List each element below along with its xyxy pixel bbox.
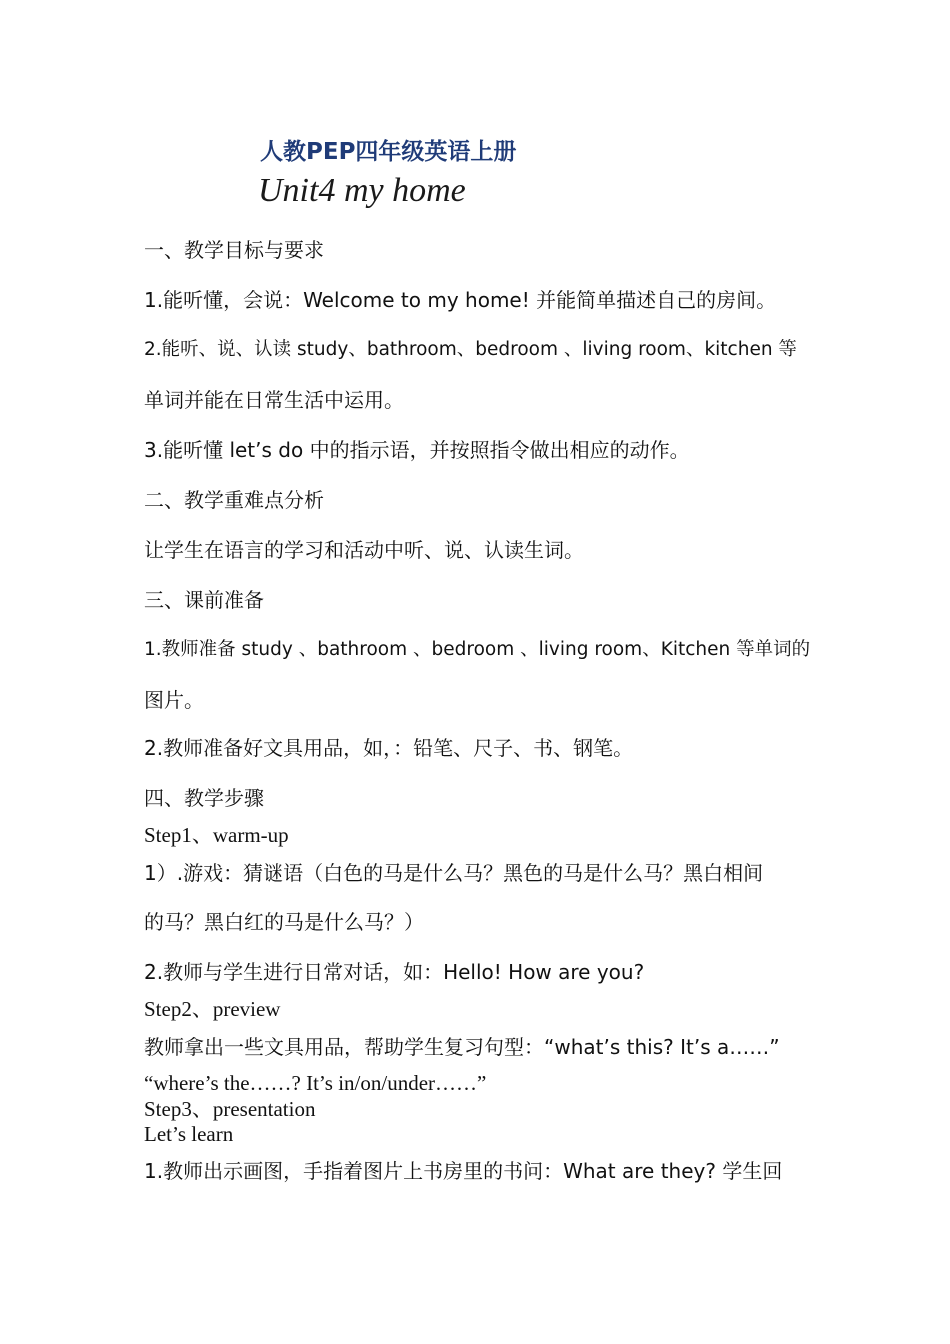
step3-heading: Step3、presentation <box>144 1097 316 1121</box>
step2-heading: Step2、preview <box>144 997 281 1021</box>
step1-heading: Step1、warm-up <box>144 823 289 847</box>
preparation-1-cont: 图片。 <box>144 688 204 712</box>
objective-3: 3.能听懂 let’s do 中的指示语，并按照指令做出相应的动作。 <box>144 438 690 462</box>
unit-title: Unit4 my home <box>258 172 466 209</box>
objective-2-cont: 单词并能在日常生活中运用。 <box>144 388 404 412</box>
step2-text-cont: “where’s the……? It’s in/on/under……” <box>144 1071 487 1095</box>
preparation-1: 1.教师准备 study 、bathroom 、bedroom 、living room、Kitchen 等单词的 <box>144 639 811 660</box>
step1-item-1: 1）.游戏：猜谜语（白色的马是什么马？黑色的马是什么马？黑白相间 <box>144 861 764 885</box>
document-title: 人教PEP四年级英语上册 <box>260 139 517 165</box>
section-heading-key-points: 二、教学重难点分析 <box>144 488 324 512</box>
preparation-2: 2.教师准备好文具用品，如，：铅笔、尺子、书、钢笔。 <box>144 736 634 760</box>
step1-item-2: 2.教师与学生进行日常对话，如：Hello! How are you? <box>144 960 645 984</box>
section-heading-preparation: 三、课前准备 <box>144 588 264 612</box>
step2-text: 教师拿出一些文具用品，帮助学生复习句型：“what’s this? It’s a……” <box>144 1035 780 1059</box>
step3-item-1: 1.教师出示画图，手指着图片上书房里的书问：What are they? 学生回 <box>144 1159 783 1183</box>
section-heading-objectives: 一、教学目标与要求 <box>144 238 324 262</box>
step1-item-1-cont: 的马？黑白红的马是什么马？） <box>144 910 424 934</box>
lets-learn-heading: Let’s learn <box>144 1122 234 1146</box>
objective-1: 1.能听懂，会说：Welcome to my home! 并能简单描述自己的房间。 <box>144 288 777 312</box>
section-heading-steps: 四、教学步骤 <box>144 786 264 810</box>
objective-2: 2.能听、说、认读 study、bathroom、bedroom 、living room、kitchen 等 <box>144 339 797 360</box>
key-points-text: 让学生在语言的学习和活动中听、说、认读生词。 <box>144 538 584 562</box>
